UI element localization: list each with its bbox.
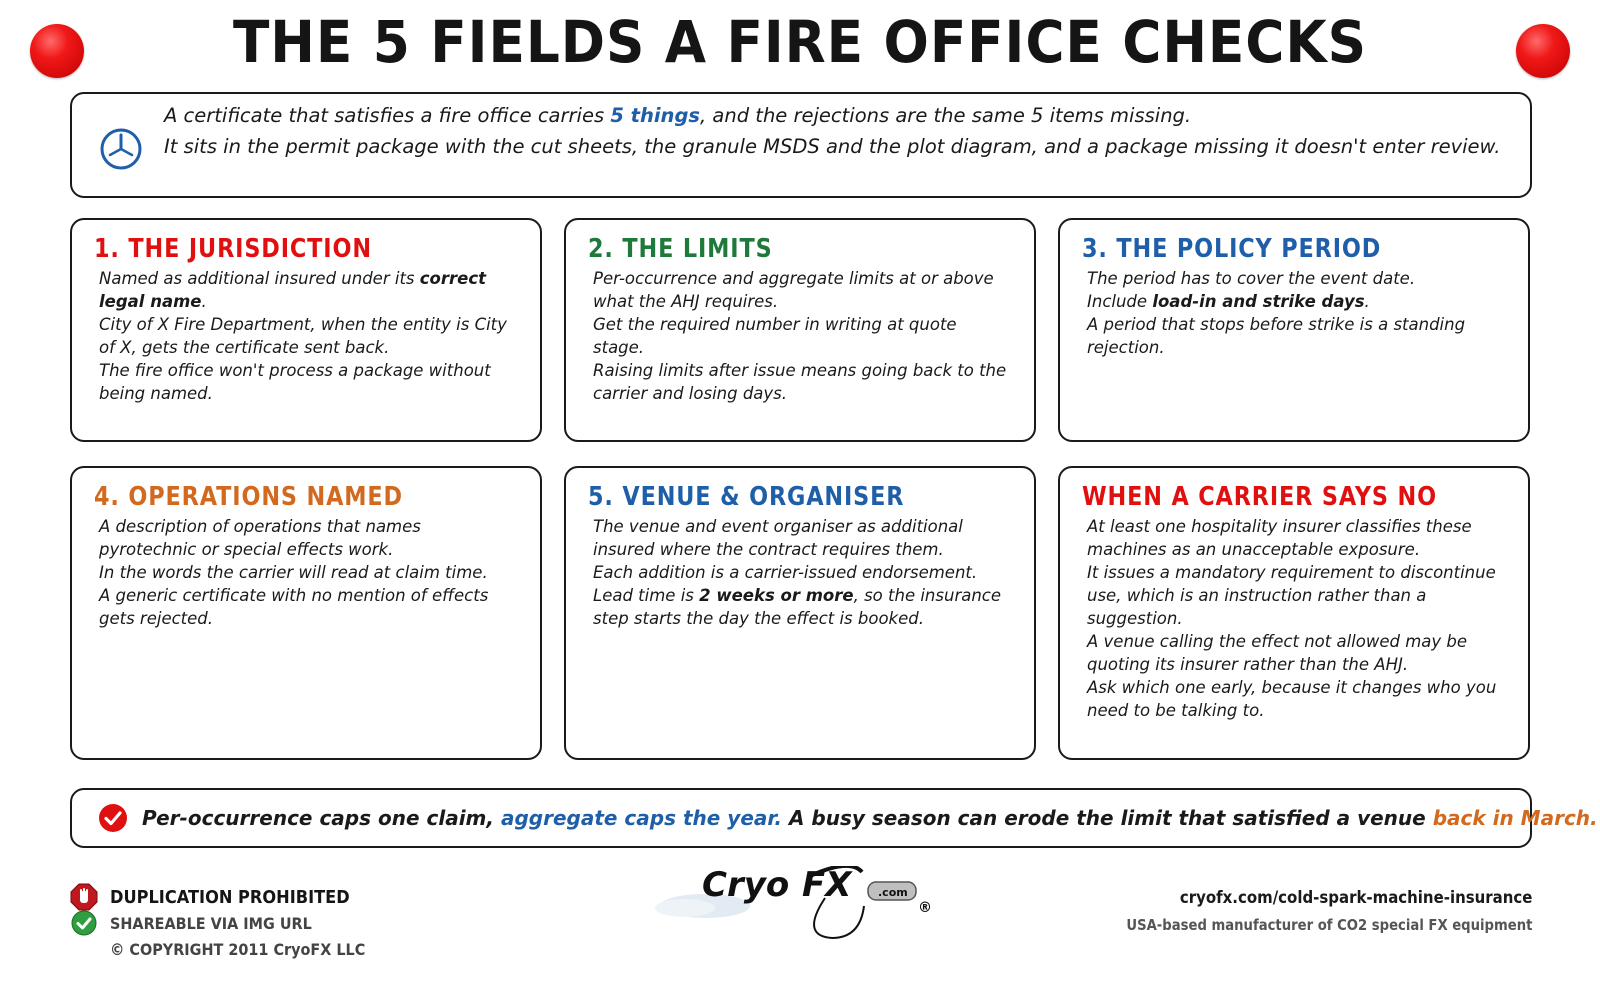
card-line: The venue and event organiser as additional insured where the contract requires them. xyxy=(593,517,963,559)
card-heading: 5. VENUE & ORGANISER xyxy=(588,482,905,512)
footer-row xyxy=(70,910,394,936)
shareable-label: SHAREABLE VIA IMG URL xyxy=(110,913,312,933)
check-circle-icon xyxy=(70,909,98,937)
stop-hand-icon xyxy=(70,883,98,911)
card-emphasis: load-in and strike days xyxy=(1152,292,1365,311)
card-body xyxy=(588,267,1012,405)
source-url: cryofx.com/cold-spark-machine-insurance xyxy=(1179,888,1532,908)
checkmark-icon xyxy=(98,803,128,833)
logo-text-fx: FX xyxy=(802,866,852,905)
tip-part: A busy season can erode the limit that satisfied a venue xyxy=(782,806,1433,830)
card-line: The period has to cover the event date. xyxy=(1087,269,1416,288)
logo-registered: ® xyxy=(918,900,932,916)
tip-part: Per-occurrence caps one claim, xyxy=(142,806,501,830)
card-emphasis: correct legal name xyxy=(99,269,487,311)
card-text: Include xyxy=(1087,292,1153,311)
intro-line-1 xyxy=(164,100,1514,131)
tip-highlight-orange: back in March. xyxy=(1432,806,1598,830)
card-heading: 1. THE JURISDICTION xyxy=(94,234,372,264)
card-line: City of X Fire Department, when the entity is City of X, gets the certificate sent back. xyxy=(99,315,507,357)
card-text: Named as additional insured under its xyxy=(99,269,420,288)
card-body xyxy=(94,267,518,405)
card-line: Per-occurrence and aggregate limits at or above what the AHJ requires. xyxy=(593,269,994,311)
card-carrier-says-no xyxy=(1058,466,1530,760)
card-line: It issues a mandatory requirement to discontinue use, which is an instruction rather than a suggestion. xyxy=(1087,563,1496,628)
page-title: THE 5 FIELDS A FIRE OFFICE CHECKS xyxy=(232,8,1368,76)
logo-com: .com xyxy=(878,886,908,899)
card-operations-named xyxy=(70,466,542,760)
intro-line-1-end: , and the rejections are the same 5 items missing. xyxy=(700,104,1192,127)
card-body xyxy=(94,515,518,630)
clock-icon xyxy=(99,127,143,171)
footer-source xyxy=(1071,888,1532,934)
card-line: A description of operations that names pyrotechnic or special effects work. xyxy=(99,517,421,559)
card-line xyxy=(1087,290,1506,313)
card-heading: 3. THE POLICY PERIOD xyxy=(1082,234,1382,264)
intro-box xyxy=(70,92,1532,198)
tip-box xyxy=(70,788,1598,848)
card-heading: 4. OPERATIONS NAMED xyxy=(94,482,403,512)
intro-highlight: 5 things xyxy=(610,104,701,127)
copyright-label: © COPYRIGHT 2011 CryoFX LLC xyxy=(110,939,366,959)
card-venue-organiser xyxy=(564,466,1036,760)
card-text: Lead time is xyxy=(593,586,700,605)
card-limits xyxy=(564,218,1036,442)
card-line: A generic certificate with no mention of effects gets rejected. xyxy=(99,586,489,628)
card-policy-period xyxy=(1058,218,1530,442)
card-line xyxy=(99,267,518,313)
tip-highlight-blue: aggregate caps the year. xyxy=(500,806,782,830)
card-line: At least one hospitality insurer classifies these machines as an unacceptable exposure. xyxy=(1087,517,1472,559)
footer-row xyxy=(70,884,394,910)
card-line: In the words the carrier will read at claim time. xyxy=(99,563,488,582)
card-line: A period that stops before strike is a standing rejection. xyxy=(1087,315,1466,357)
intro-line-1-start: A certificate that satisfies a fire office carries xyxy=(164,104,611,127)
card-body xyxy=(1082,515,1506,722)
card-jurisdiction xyxy=(70,218,542,442)
card-body xyxy=(1082,267,1506,359)
card-emphasis: 2 weeks or more xyxy=(699,586,854,605)
duplication-prohibited-label: DUPLICATION PROHIBITED xyxy=(110,886,350,908)
card-line: Raising limits after issue means going back to the carrier and losing days. xyxy=(593,361,1007,403)
card-line: A venue calling the effect not allowed may be quoting its insurer rather than the AHJ. xyxy=(1087,632,1468,674)
card-line: The fire office won't process a package without being named. xyxy=(99,361,491,403)
card-text: , so the insurance step starts the day the effect is booked. xyxy=(593,586,1002,628)
logo-text-cryo: Cryo xyxy=(702,866,790,905)
card-text: . xyxy=(201,292,207,311)
card-heading: WHEN A CARRIER SAYS NO xyxy=(1082,482,1437,512)
tagline: USA-based manufacturer of CO2 special FX equipment xyxy=(1125,916,1532,934)
card-line: Each addition is a carrier-issued endorsement. xyxy=(593,563,978,582)
card-heading: 2. THE LIMITS xyxy=(588,234,773,264)
intro-line-2: It sits in the permit package with the cut sheets, the granule MSDS and the plot diagram, and a package missing it doesn't enter review. xyxy=(164,135,1501,158)
footer-notices xyxy=(70,884,394,962)
card-text: . xyxy=(1364,292,1370,311)
card-body xyxy=(588,515,1012,630)
card-line: Get the required number in writing at quote stage. xyxy=(593,315,957,357)
footer-row xyxy=(70,936,394,962)
cryofx-logo xyxy=(650,866,960,966)
intro-text xyxy=(164,100,1514,162)
tip-text xyxy=(142,803,1598,833)
card-line xyxy=(593,584,1012,630)
card-line: Ask which one early, because it changes who you need to be talking to. xyxy=(1087,678,1497,720)
